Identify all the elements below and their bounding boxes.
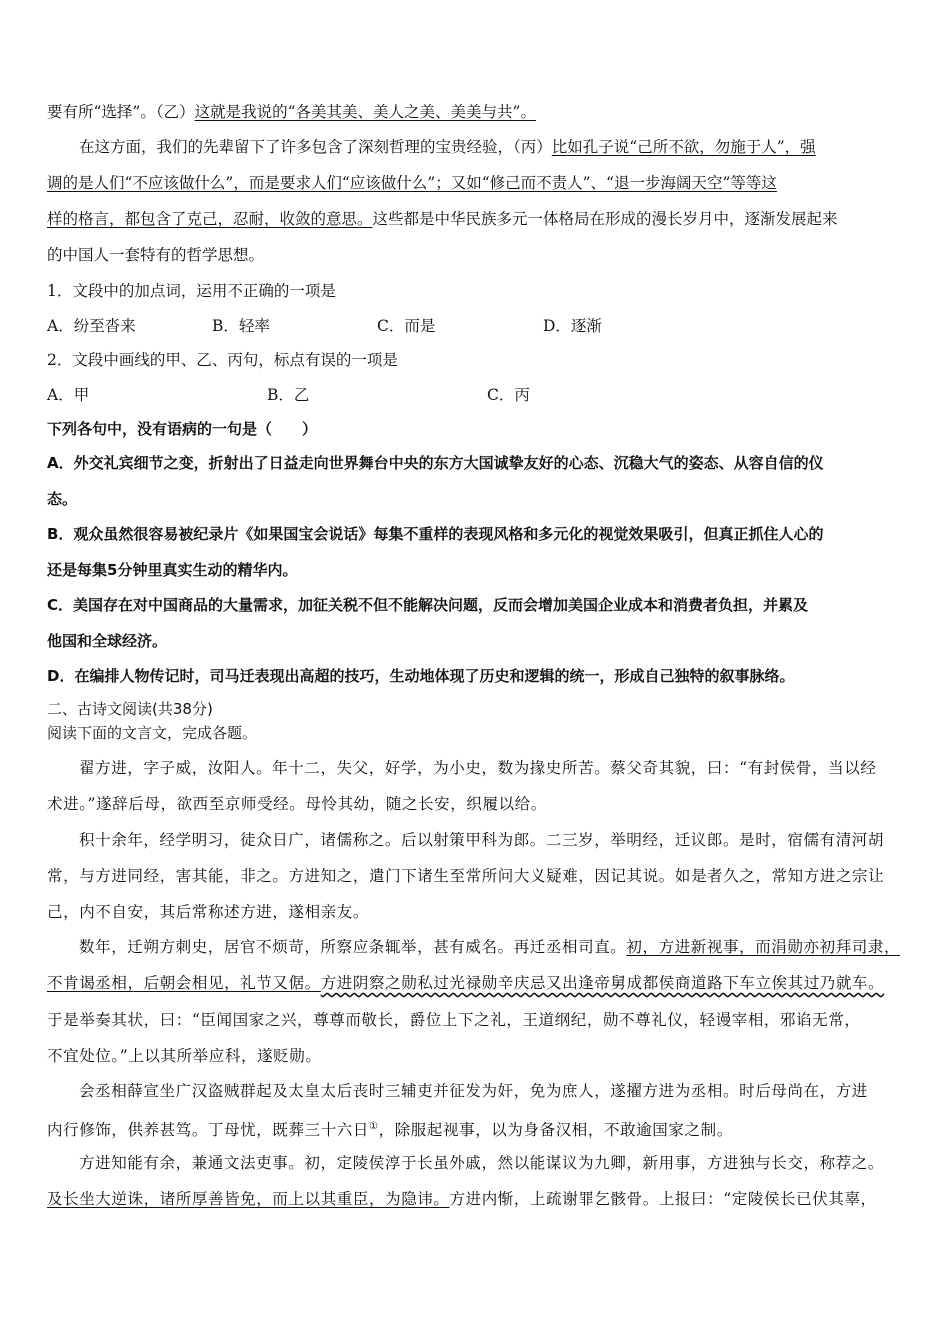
underlined-sentence-bing: 比如孔子说“己所不欲，勿施于人”，强 <box>551 138 816 156</box>
question-1-option-d[interactable]: D．逐渐 <box>543 317 602 335</box>
classical-p2-line2: 常，与方进同经，害其能，非之。方进知之，遣门下诸生至常所问大义疑难，因记其说。如是者久之，常知方进之宗让 <box>47 867 885 885</box>
classical-p4-line1: 会丞相薛宣坐广汉盗贼群起及太皇太后丧时三辅吏并征发为奸，免为庶人，遂擢方进为丞相。时后母尚在，方进 <box>79 1082 868 1100</box>
passage-line-5: 的中国人一套特有的哲学思想。 <box>47 246 265 264</box>
underlined-sentence: 不肯谒丞相，后朝会相见，礼节又倨。 <box>47 974 321 992</box>
text-span: 要有所“选择”。（乙） <box>47 103 195 121</box>
classical-p5-line2 <box>47 1188 905 1210</box>
classical-p3-line3: 于是举奏其状，曰：“臣闻国家之兴，尊尊而敬长，爵位上下之礼，王道纲纪，勋不尊礼仪，轻谩宰相，邪谄无常， <box>47 1011 861 1029</box>
classical-p1-line2: 术进。”遂辞后母，欲西至京师受经。母怜其幼，随之长安，织履以给。 <box>47 795 547 813</box>
question-3-option-a-line1[interactable]: A．外交礼宾细节之变，折射出了日益走向世界舞台中央的东方大国诚挚友好的心态、沉稳大气的姿态、从容自信的仪 <box>47 454 824 472</box>
underlined-sentence: 及长坐大逆诛，诸所厚善皆免，而上以其重臣，为隐讳。 <box>47 1190 450 1208</box>
footnote-marker[interactable]: ① <box>369 1121 379 1132</box>
question-1-option-a[interactable]: A．纷至沓来 <box>47 317 136 335</box>
underlined-sentence: 初，方进新视事，而涓勋亦初拜司隶， <box>626 938 901 956</box>
classical-p3-line2 <box>47 972 905 994</box>
question-2-option-b[interactable]: B．乙 <box>267 386 310 404</box>
question-1-option-b[interactable]: B．轻率 <box>212 317 270 335</box>
text-span: 数年，迁朔方刺史，居官不烦苛，所察应条辄举，甚有威名。再迁丞相司直。 <box>79 938 627 956</box>
question-2-option-a[interactable]: A．甲 <box>47 386 90 404</box>
text-span: 方进内惭，上疏谢罪乞骸骨。上报曰：“定陵侯长已伏其辜， <box>449 1190 877 1208</box>
text-span: 这些都是中华民族多元一体格局在形成的漫长岁月中，逐渐发展起来 <box>372 210 838 228</box>
question-2-stem: 2．文段中画线的甲、乙、丙句，标点有误的一项是 <box>47 351 398 369</box>
question-1-stem: 1．文段中的加点词，运用不正确的一项是 <box>47 282 336 300</box>
question-3-option-b-line2[interactable]: 还是每集5分钟里真实生动的精华内。 <box>47 561 298 579</box>
classical-p2-line3: 己，内不自安，其后常称述方进，遂相亲友。 <box>47 903 370 921</box>
question-3-option-c-line1[interactable]: C．美国存在对中国商品的大量需求，加征关税不但不能解决问题，反而会增加美国企业成本和消费者负担，并累及 <box>47 596 809 614</box>
passage-line-1 <box>47 101 905 123</box>
classical-p3-line1 <box>79 936 937 958</box>
classical-p1-line1: 翟方进，字子威，汝阳人。年十二，失父，好学，为小史，数为掾史所苦。蔡父奇其貌，曰：“有封侯骨，当以经 <box>79 759 877 777</box>
text-span: 在这方面，我们的先辈留下了许多包含了深刻哲理的宝贵经验，（丙） <box>79 138 552 156</box>
question-3-option-d[interactable]: D．在编排人物传记时，司马迁表现出高超的技巧，生动地体现了历史和逻辑的统一，形成自己独特的叙事脉络。 <box>47 667 795 685</box>
wavy-underlined-sentence: 方进阴察之勋私过光禄勋辛庆忌又出逢帝舅成都侯商道路下车立俟其过乃就车。 <box>320 974 885 992</box>
section-2-title: 二、古诗文阅读(共38分) <box>47 700 213 718</box>
question-3-option-b-line1[interactable]: B．观众虽然很容易被纪录片《如果国宝会说话》每集不重样的表现风格和多元化的视觉效果吸引，但真正抓住人心的 <box>47 525 824 543</box>
text-span: ，除服起视事，以为身备汉相，不敢逾国家之制。 <box>378 1121 733 1140</box>
question-2-option-c[interactable]: C．丙 <box>487 386 530 404</box>
underlined-sentence-bing-end: 样的格言，都包含了克己，忍耐，收敛的意思。 <box>47 210 373 228</box>
classical-p3-line4: 不宜处位。”上以其所举应科，遂贬勋。 <box>47 1047 322 1065</box>
passage-line-4 <box>47 208 905 230</box>
text-span: 内行修饰，供养甚笃。丁母忧，既葬三十六日 <box>47 1121 370 1140</box>
question-1-option-c[interactable]: C．而是 <box>377 317 436 335</box>
classical-p4-line2 <box>47 1116 905 1141</box>
classical-p5-line1: 方进知能有余，兼通文法吏事。初，定陵侯淳于长虽外戚，然以能谋议为九卿，新用事，方进独与长交，称荐之。 <box>79 1154 885 1172</box>
question-3-stem: 下列各句中，没有语病的一句是（ ） <box>47 420 318 438</box>
classical-p2-line1: 积十余年，经学明习，徒众日广，诸儒称之。后以射策甲科为郎。二三岁，举明经，迁议郎。是时，宿儒有清河胡 <box>79 831 885 849</box>
question-3-option-a-line2[interactable]: 态。 <box>47 490 78 508</box>
passage-line-3: 调的是人们“不应该做什么”，而是要求人们“应该做什么”；又如“修己而不责人”、“退一步海阔天空”等等这 <box>47 174 777 192</box>
underlined-sentence-yi: 这就是我说的“各美其美、美人之美、美美与共”。 <box>194 103 536 121</box>
question-3-option-c-line2[interactable]: 他国和全球经济。 <box>47 632 168 650</box>
passage-line-2 <box>79 136 937 158</box>
section-2-instruction: 阅读下面的文言文，完成各题。 <box>47 724 258 742</box>
